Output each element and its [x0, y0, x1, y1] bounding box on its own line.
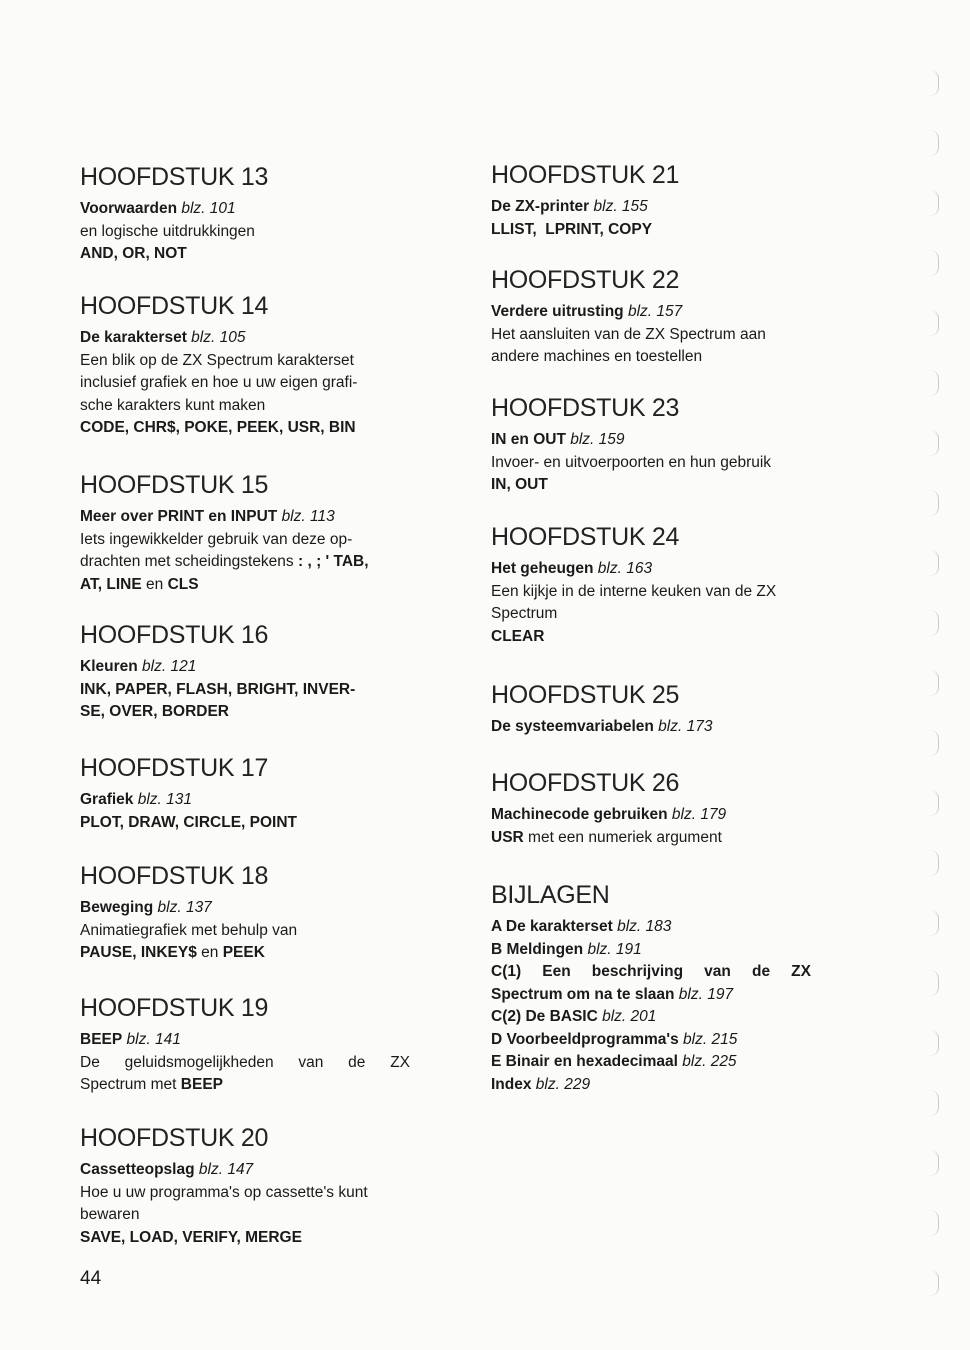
- chapter-title: IN en OUT: [491, 431, 566, 448]
- chapter-heading: HOOFDSTUK 17: [80, 754, 269, 782]
- page-ref: blz. 147: [198, 1161, 254, 1178]
- page-ref: blz. 141: [126, 1031, 181, 1048]
- chapter-title: Beweging: [80, 899, 154, 916]
- chapter-18: [80, 861, 410, 965]
- binding-ring: [930, 610, 939, 636]
- binding-ring: [930, 250, 939, 276]
- appendix-c1-line2: [491, 984, 831, 1007]
- keywords: PAUSE, INKEY$: [80, 944, 197, 961]
- binding-ring: [930, 550, 939, 576]
- page-ref: blz. 121: [142, 658, 197, 675]
- chapter-title: Meer over PRINT en INPUT: [80, 508, 278, 525]
- chapter-title: Cassetteopslag: [80, 1161, 195, 1178]
- chapter-title: Voorwaarden: [80, 200, 178, 217]
- chapter-16: [80, 620, 410, 724]
- chapter-heading: HOOFDSTUK 21: [491, 161, 680, 189]
- keywords: SAVE, LOAD, VERIFY, MERGE: [80, 1228, 302, 1246]
- description: Iets ingewikkelder gebruik van deze op-: [80, 530, 353, 548]
- keywords: CODE, CHR$, POKE, PEEK, USR, BIN: [80, 419, 356, 436]
- description: andere machines en toestellen: [491, 348, 703, 365]
- binding-ring: [930, 1090, 939, 1116]
- chapter-19: [80, 993, 410, 1097]
- chapter-title: Grafiek: [80, 791, 134, 808]
- chapter-heading: HOOFDSTUK 23: [491, 394, 680, 422]
- appendix-title: D Voorbeeldprogramma's: [491, 1030, 679, 1048]
- description: Een kijkje in de interne keuken van de ZX: [491, 582, 777, 600]
- chapter-heading: HOOFDSTUK 14: [80, 292, 269, 320]
- chapter-title: De karakterset: [80, 329, 187, 346]
- keywords: USR: [491, 828, 524, 846]
- page-ref: blz. 101: [181, 200, 236, 217]
- chapter-heading: HOOFDSTUK 22: [491, 266, 680, 294]
- binding-ring: [930, 430, 939, 456]
- keywords: AND, OR, NOT: [80, 245, 187, 262]
- keywords: CLEAR: [491, 627, 545, 645]
- description: Spectrum: [491, 605, 558, 622]
- page-ref: blz. 131: [137, 791, 193, 808]
- description: drachten met scheidingstekens: [80, 553, 298, 570]
- binding-ring: [930, 490, 939, 516]
- chapter-26: [491, 768, 831, 849]
- appendix-b: [491, 939, 831, 962]
- appendix-title: B Meldingen: [491, 940, 584, 958]
- binding-ring: [930, 790, 939, 816]
- conjunction: en: [141, 575, 168, 593]
- description: Het aansluiten van de ZX Spectrum aan: [491, 325, 766, 343]
- binding-ring: [930, 1270, 939, 1296]
- appendix-c1-line1: C(1) Een beschrijving van de ZX: [491, 963, 811, 980]
- chapter-title: De systeemvariabelen: [491, 718, 654, 735]
- chapter-title: Machinecode gebruiken: [491, 806, 668, 823]
- binding-ring: [930, 1210, 939, 1236]
- appendix-d: [491, 1029, 831, 1052]
- chapter-24: [491, 522, 831, 648]
- description: Invoer- en uitvoerpoorten en hun gebruik: [491, 453, 772, 471]
- appendix-c2: [491, 1006, 831, 1029]
- page-ref: blz. 137: [157, 899, 212, 916]
- appendix-title: Index: [491, 1075, 532, 1093]
- keywords: IN, OUT: [491, 476, 548, 493]
- page-ref: blz. 197: [678, 985, 734, 1003]
- description: Spectrum met: [80, 1076, 181, 1093]
- description: Animatiegrafiek met behulp van: [80, 921, 298, 939]
- description: bewaren: [80, 1206, 140, 1223]
- description: met een numeriek argument: [523, 828, 722, 846]
- page-ref: blz. 113: [281, 508, 335, 525]
- page-ref: blz. 105: [191, 329, 246, 346]
- binding-ring: [930, 670, 939, 696]
- appendix-title: Spectrum om na te slaan: [491, 985, 675, 1003]
- chapter-heading: HOOFDSTUK 13: [80, 163, 269, 191]
- chapter-17: [80, 753, 410, 834]
- page-ref: blz. 229: [535, 1075, 591, 1093]
- keywords: INK, PAPER, FLASH, BRIGHT, INVER-: [80, 680, 356, 698]
- page-ref: blz. 179: [671, 806, 727, 823]
- description: Een blik op de ZX Spectrum karakterset: [80, 351, 354, 369]
- chapter-title: Het geheugen: [491, 560, 594, 577]
- appendix-title: E Binair en hexadecimaal: [491, 1053, 678, 1070]
- binding-ring: [930, 1150, 939, 1176]
- chapter-22: [491, 265, 831, 369]
- chapter-heading: HOOFDSTUK 15: [80, 471, 269, 499]
- chapter-heading: HOOFDSTUK 26: [491, 769, 680, 797]
- keywords: SE, OVER, BORDER: [80, 703, 229, 720]
- binding-ring: [930, 970, 939, 996]
- page-ref: blz. 191: [587, 940, 642, 958]
- chapter-25: [491, 680, 831, 739]
- page-ref: blz. 157: [627, 303, 683, 320]
- page-ref: blz. 163: [597, 560, 653, 577]
- binding-ring: [930, 730, 939, 756]
- page-ref: blz. 155: [593, 198, 648, 215]
- description: De geluidsmogelijkheden van de ZX: [80, 1053, 410, 1071]
- chapter-21: [491, 160, 831, 241]
- keywords: LLIST, LPRINT, COPY: [491, 220, 653, 238]
- description: en logische uitdrukkingen: [80, 222, 255, 240]
- keywords: : , ; ' TAB,: [297, 553, 369, 570]
- chapter-title: Kleuren: [80, 658, 138, 675]
- description: sche karakters kunt maken: [80, 396, 266, 414]
- appendices-heading: BIJLAGEN: [491, 881, 610, 909]
- page-ref: blz. 225: [682, 1053, 737, 1070]
- page-ref: blz. 183: [617, 918, 672, 935]
- binding-ring: [930, 70, 939, 96]
- chapter-13: [80, 162, 410, 266]
- page-number: 44: [80, 1268, 102, 1289]
- page-ref: blz. 173: [658, 718, 713, 735]
- chapter-heading: HOOFDSTUK 25: [491, 681, 680, 709]
- chapter-title: BEEP: [80, 1031, 123, 1048]
- keywords: CLS: [167, 575, 199, 593]
- appendices: [491, 880, 831, 1096]
- keywords: PEEK: [222, 944, 265, 961]
- chapter-heading: HOOFDSTUK 20: [80, 1124, 269, 1152]
- description: inclusief grafiek en hoe u uw eigen grafi-: [80, 374, 358, 391]
- chapter-heading: HOOFDSTUK 19: [80, 994, 269, 1022]
- binding-ring: [930, 130, 939, 156]
- chapter-title: Verdere uitrusting: [491, 303, 624, 320]
- description: Hoe u uw programma's op cassette's kunt: [80, 1183, 368, 1201]
- page-ref: blz. 215: [683, 1030, 738, 1048]
- chapter-20: [80, 1123, 410, 1249]
- binding-ring: [930, 910, 939, 936]
- page-ref: blz. 159: [570, 431, 625, 448]
- chapter-heading: HOOFDSTUK 16: [80, 621, 269, 649]
- appendix-index: [491, 1074, 831, 1097]
- binding-ring: [930, 310, 939, 336]
- binding-ring: [930, 1030, 939, 1056]
- appendix-title: A De karakterset: [491, 918, 613, 935]
- appendix-e: [491, 1051, 831, 1074]
- appendix-title: C(2) De BASIC: [491, 1008, 598, 1025]
- chapter-heading: HOOFDSTUK 18: [80, 862, 269, 890]
- binding-ring: [930, 370, 939, 396]
- page-ref: blz. 201: [602, 1008, 657, 1025]
- conjunction: en: [196, 944, 223, 961]
- chapter-15: [80, 470, 410, 596]
- keywords: AT, LINE: [80, 575, 142, 593]
- chapter-heading: HOOFDSTUK 24: [491, 523, 680, 551]
- binding-ring: [930, 190, 939, 216]
- appendix-a: [491, 916, 831, 939]
- binding-ring: [930, 850, 939, 876]
- chapter-14: [80, 291, 410, 440]
- chapter-23: [491, 393, 831, 497]
- chapter-title: De ZX-printer: [491, 198, 590, 215]
- keywords: BEEP: [180, 1076, 223, 1093]
- keywords: PLOT, DRAW, CIRCLE, POINT: [80, 813, 298, 831]
